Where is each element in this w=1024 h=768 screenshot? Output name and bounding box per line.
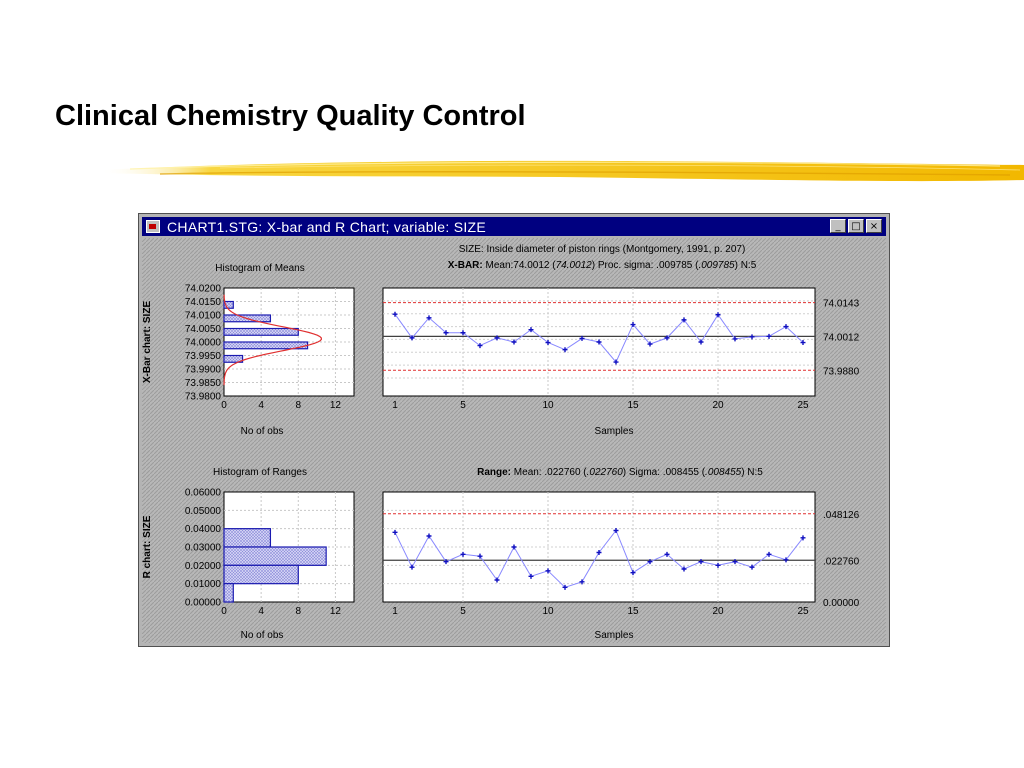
range-xtick-label: 15 [627, 606, 639, 617]
hm-ytick-label: 74.0000 [184, 337, 221, 349]
hr-ytick-label: 0.06000 [184, 487, 221, 499]
range-xtick-label: 10 [542, 606, 554, 617]
hm-ytick-label: 73.9900 [184, 364, 221, 376]
hm-ytick-label: 74.0150 [184, 297, 221, 308]
hr-ytick-label: 0.02000 [184, 560, 221, 572]
hr-xtick-label: 8 [295, 606, 302, 617]
xbar-ylabel: X-Bar chart: SIZE [142, 300, 153, 384]
chart-canvas [142, 238, 886, 643]
xbar-xtick-label: 10 [542, 400, 554, 411]
range-limit-label: .048126 [823, 509, 860, 521]
hr-ytick-label: 0.00000 [184, 597, 221, 609]
xbar-limit-label: 74.0012 [823, 332, 860, 344]
hist-means-xlabel: No of obs [240, 426, 284, 437]
hm-xtick-label: 4 [258, 400, 264, 411]
window-title-bar[interactable] [142, 217, 886, 236]
close-button[interactable]: × [866, 219, 882, 233]
hm-bar [224, 329, 298, 336]
hm-ytick-label: 73.9800 [184, 391, 221, 403]
hm-xtick-label: 0 [221, 400, 227, 411]
hm-ytick-label: 73.9850 [184, 378, 221, 389]
hm-ytick-label: 73.9950 [184, 351, 221, 362]
xbar-xtick-label: 1 [392, 400, 398, 411]
minimize-button[interactable]: _ [830, 219, 846, 233]
hm-xtick-label: 12 [329, 400, 341, 411]
xbar-subtitle: SIZE: Inside diameter of piston rings (Montgomery, 1991, p. 207) [458, 244, 746, 255]
xbar-limit-label: 73.9880 [823, 366, 860, 378]
slide-title: Clinical Chemistry Quality Control [55, 100, 526, 132]
hist-ranges-title: Histogram of Ranges [213, 467, 307, 478]
chart-window [138, 213, 890, 647]
range-xtick-label: 25 [797, 606, 809, 617]
hr-xtick-label: 4 [258, 606, 264, 617]
app-icon[interactable] [146, 220, 160, 233]
xbar-xtick-label: 15 [627, 400, 639, 411]
hr-xtick-label: 0 [221, 606, 227, 617]
hr-ytick-label: 0.05000 [184, 505, 221, 517]
hr-ytick-label: 0.03000 [184, 542, 221, 554]
range-header: Range: Mean: .022760 (.022760) Sigma: .008455 (.008455) N:5 [477, 467, 763, 478]
range-xtick-label: 20 [712, 606, 724, 617]
hm-ytick-label: 74.0050 [184, 324, 221, 335]
range-xtick-label: 1 [392, 606, 398, 617]
hm-ytick-label: 74.0200 [184, 283, 221, 295]
hist-ranges-xlabel: No of obs [240, 630, 284, 641]
range-ylabel: R chart: SIZE [142, 515, 153, 579]
hr-bar [224, 584, 233, 602]
hm-ytick-label: 74.0100 [184, 310, 221, 322]
hr-xtick-label: 12 [329, 606, 341, 617]
range-xtick-label: 5 [460, 606, 466, 617]
xbar-header: X-BAR: Mean:74.0012 (74.0012) Proc. sigma: .009785 (.009785) N:5 [447, 260, 757, 271]
hr-bar [224, 547, 326, 565]
range-xlabel: Samples [594, 630, 634, 641]
xbar-xtick-label: 5 [460, 400, 466, 411]
hr-bar [224, 565, 298, 583]
xbar-xtick-label: 20 [712, 400, 724, 411]
range-limit-label: .022760 [823, 556, 860, 568]
yellow-brush-stroke [100, 150, 1024, 188]
hr-ytick-label: 0.04000 [184, 524, 221, 536]
hr-ytick-label: 0.01000 [184, 579, 221, 591]
xbar-limit-label: 74.0143 [823, 298, 860, 310]
hist-means-title: Histogram of Means [215, 263, 305, 274]
range-limit-label: 0.00000 [823, 598, 860, 609]
window-title: CHART1.STG: X-bar and R Chart; variable: SIZE [167, 218, 487, 235]
hm-xtick-label: 8 [295, 400, 302, 411]
xbar-xtick-label: 25 [797, 400, 809, 411]
maximize-button[interactable]: □ [848, 219, 864, 233]
xbar-xlabel: Samples [594, 426, 634, 437]
hr-bar [224, 529, 270, 547]
